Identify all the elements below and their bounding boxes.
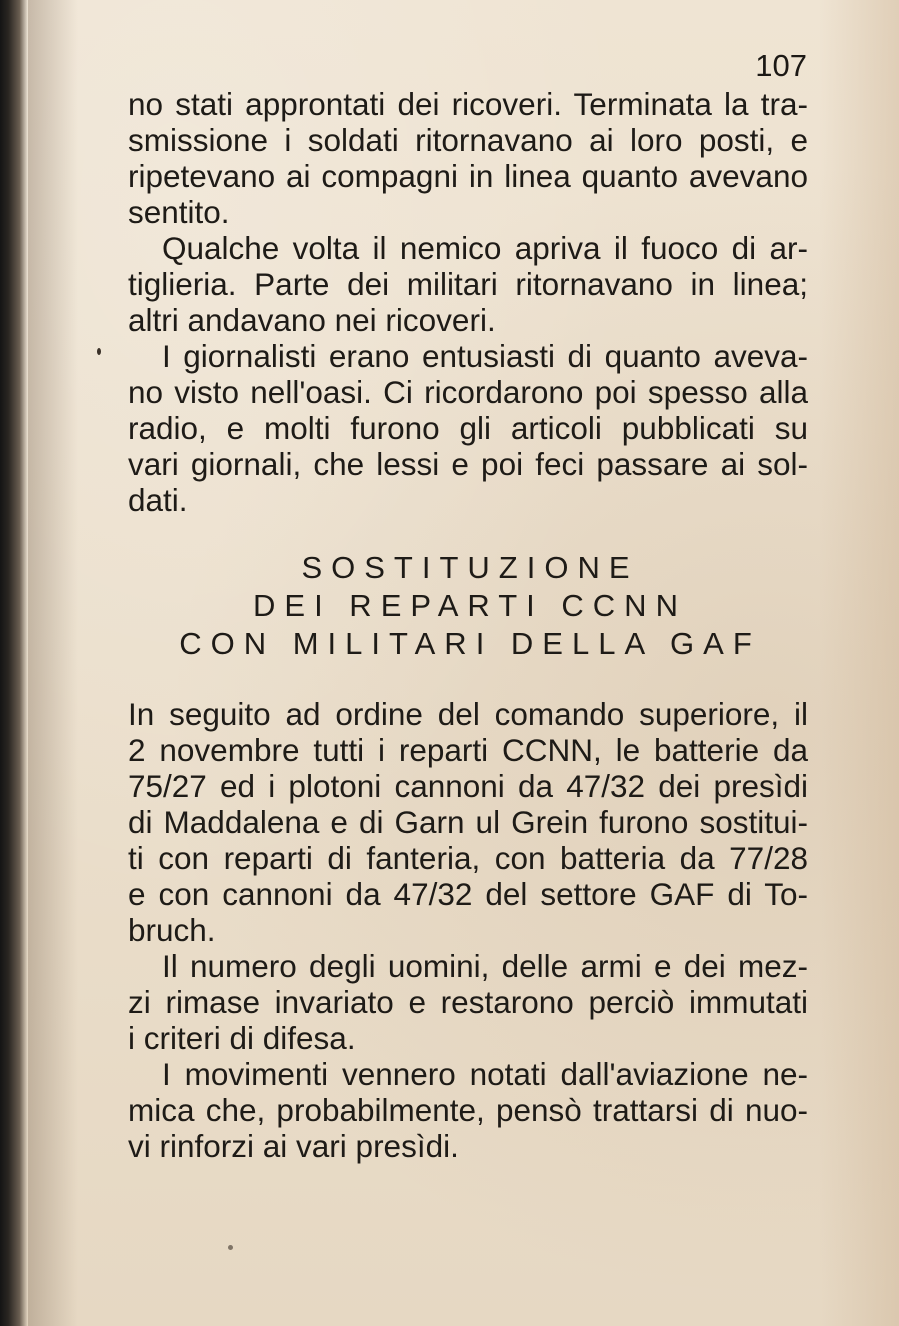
text-line: no visto nell'oasi. Ci ricordarono poi spesso alla: [128, 374, 808, 410]
text-line: i criteri di difesa.: [128, 1020, 356, 1056]
section-heading-line: DEI REPARTI CCNN: [253, 588, 687, 623]
text-line: vari giornali, che lessi e poi feci passare ai sol-: [128, 446, 808, 482]
ink-speck: [228, 1245, 233, 1250]
text-line: e con cannoni da 47/32 del settore GAF di To-: [128, 876, 808, 912]
text-line: I giornalisti erano entusiasti di quanto aveva-: [162, 338, 808, 374]
text-line: dati.: [128, 482, 188, 518]
page-number: 107: [755, 48, 807, 83]
ink-speck: [97, 348, 101, 355]
text-line: 75/27 ed i plotoni cannoni da 47/32 dei presìdi: [128, 768, 808, 804]
text-line: tiglieria. Parte dei militari ritornavano in linea;: [128, 266, 808, 302]
text-line: di Maddalena e di Garn ul Grein furono sostitui-: [128, 804, 808, 840]
text-line: zi rimase invariato e restarono perciò immutati: [128, 984, 808, 1020]
page-edge-tint: [819, 0, 899, 1326]
text-line: radio, e molti furono gli articoli pubblicati su: [128, 410, 808, 446]
text-line: vi rinforzi ai vari presìdi.: [128, 1128, 459, 1164]
text-line: In seguito ad ordine del comando superiore, il: [128, 696, 808, 732]
text-line: mica che, probabilmente, pensò trattarsi di nuo-: [128, 1092, 808, 1128]
text-line: ripetevano ai compagni in linea quanto avevano: [128, 158, 808, 194]
section-heading-line: CON MILITARI DELLA GAF: [179, 626, 761, 661]
text-line: smissione i soldati ritornavano ai loro posti, e: [128, 122, 808, 158]
text-line: altri andavano nei ricoveri.: [128, 302, 496, 338]
text-line: Qualche volta il nemico apriva il fuoco di ar-: [162, 230, 808, 266]
gutter-shadow: [28, 0, 78, 1326]
text-line: sentito.: [128, 194, 230, 230]
book-spine-shadow: [0, 0, 28, 1326]
text-line: I movimenti vennero notati dall'aviazione ne-: [162, 1056, 808, 1092]
text-line: no stati approntati dei ricoveri. Terminata la tra-: [128, 86, 808, 122]
text-line: ti con reparti di fanteria, con batteria da 77/28: [128, 840, 808, 876]
text-line: bruch.: [128, 912, 216, 948]
section-heading-line: SOSTITUZIONE: [301, 550, 639, 585]
text-line: Il numero degli uomini, delle armi e dei mez-: [162, 948, 808, 984]
text-line: 2 novembre tutti i reparti CCNN, le batterie da: [128, 732, 808, 768]
